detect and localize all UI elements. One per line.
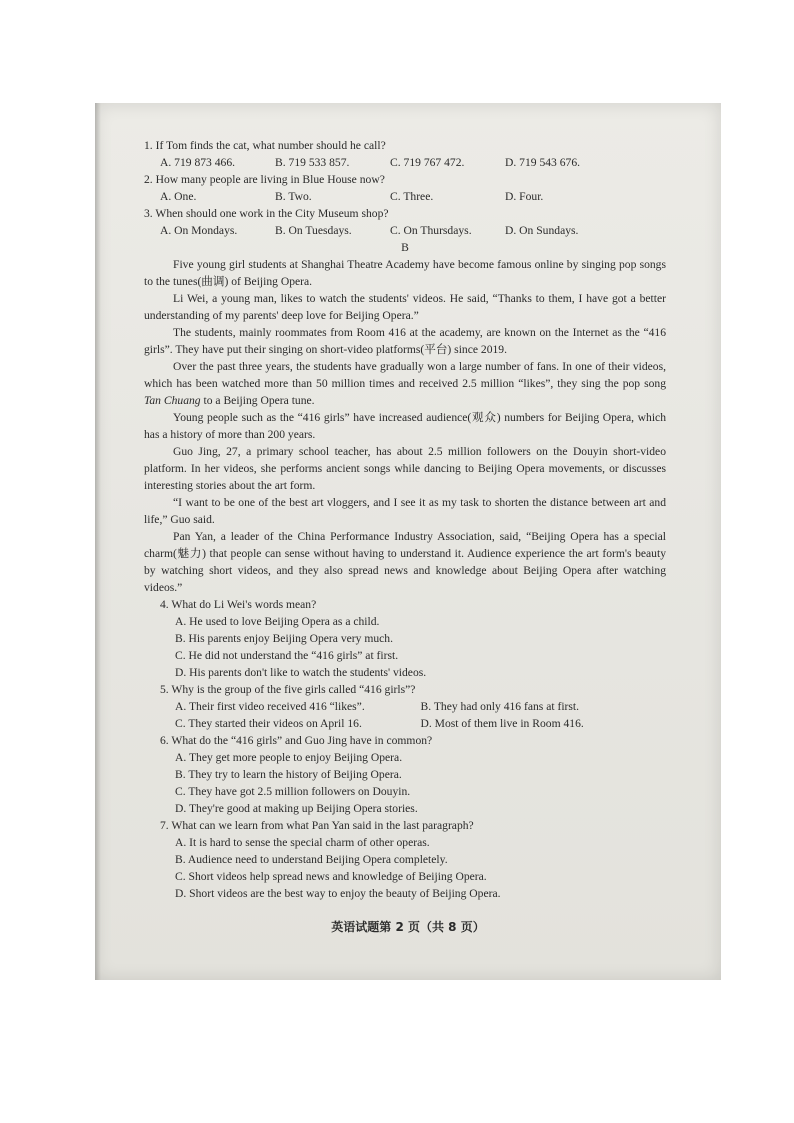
- option-d: D. Most of them live in Room 416.: [420, 717, 584, 730]
- paragraph-text: to a Beijing Opera tune.: [200, 394, 315, 407]
- option-b: B. Two.: [275, 190, 312, 203]
- option-c: C. Short videos help spread news and knowledge of Beijing Opera.: [175, 870, 487, 883]
- option-b: B. His parents enjoy Beijing Opera very much.: [175, 632, 393, 645]
- question-stem: 5. Why is the group of the five girls called “416 girls”?: [160, 683, 416, 696]
- passage-paragraph: The students, mainly roommates from Room 416 at the academy, are known on the Internet as the “416 girls”. They have put their singing on short-video platforms(平台) since 2019.: [144, 326, 666, 356]
- passage-paragraph: Guo Jing, 27, a primary school teacher, has about 2.5 million followers on the Douyin short-video platform. In her videos, she performs ancient songs while dancing to Beijing Opera movements, or discusses interesting stories about the art form.: [144, 445, 666, 492]
- passage-paragraph: [144, 358, 666, 409]
- option-a: A. They get more people to enjoy Beijing Opera.: [175, 751, 403, 764]
- question-6: [144, 732, 666, 817]
- option-b: B. Audience need to understand Beijing Opera completely.: [175, 853, 448, 866]
- option-c: C. 719 767 472.: [390, 156, 465, 169]
- option-b: B. On Tuesdays.: [275, 224, 352, 237]
- option-row: [160, 222, 666, 239]
- exam-page: [95, 103, 721, 980]
- section-label: B: [401, 241, 409, 254]
- question-stem: 2. How many people are living in Blue House now?: [144, 173, 385, 186]
- option-row: [175, 698, 666, 715]
- option-c: C. They started their videos on April 16.: [175, 717, 362, 730]
- option-d: D. On Sundays.: [505, 224, 579, 237]
- question-7: [144, 817, 666, 902]
- question-stem: 4. What do Li Wei's words mean?: [160, 598, 317, 611]
- option-a: A. 719 873 466.: [160, 156, 236, 169]
- option-d: D. 719 543 676.: [505, 156, 581, 169]
- question-stem: 6. What do the “416 girls” and Guo Jing have in common?: [160, 734, 433, 747]
- option-c: C. They have got 2.5 million followers on Douyin.: [175, 785, 411, 798]
- reading-passage: [144, 256, 666, 596]
- option-a: A. On Mondays.: [160, 224, 238, 237]
- option-a: A. Their first video received 416 “likes”.: [175, 700, 365, 713]
- option-c: C. He did not understand the “416 girls” at first.: [175, 649, 399, 662]
- question-stem: 3. When should one work in the City Museum shop?: [144, 207, 389, 220]
- option-d: D. Short videos are the best way to enjoy the beauty of Beijing Opera.: [175, 887, 501, 900]
- option-c: C. On Thursdays.: [390, 224, 472, 237]
- song-title: Tan Chuang: [144, 394, 201, 407]
- option-d: D. They're good at making up Beijing Opera stories.: [175, 802, 418, 815]
- question-stem: 7. What can we learn from what Pan Yan said in the last paragraph?: [160, 819, 474, 832]
- page-footer: 英语试题第 2 页（共 8 页）: [331, 920, 485, 934]
- option-b: B. They try to learn the history of Beijing Opera.: [175, 768, 402, 781]
- option-row: [160, 188, 666, 205]
- option-b: B. They had only 416 fans at first.: [420, 700, 580, 713]
- passage-paragraph: Five young girl students at Shanghai Theatre Academy have become famous online by singing pop songs to the tunes(曲调) of Beijing Opera.: [144, 258, 666, 288]
- option-row: [175, 715, 666, 732]
- page-content: [144, 137, 666, 902]
- option-a: A. He used to love Beijing Opera as a child.: [175, 615, 380, 628]
- option-d: D. Four.: [505, 190, 544, 203]
- question-stem: 1. If Tom finds the cat, what number should he call?: [144, 139, 386, 152]
- question-1: [144, 137, 666, 171]
- passage-paragraph: Young people such as the “416 girls” have increased audience(观众) numbers for Beijing Opera, which has a history of more than 200 years.: [144, 411, 666, 441]
- question-5: [144, 681, 666, 732]
- option-c: C. Three.: [390, 190, 434, 203]
- passage-paragraph: Li Wei, a young man, likes to watch the students' videos. He said, “Thanks to them, I have got a better understanding of my parents' deep love for Beijing Opera.”: [144, 292, 666, 322]
- question-4: [144, 596, 666, 681]
- option-a: A. One.: [160, 190, 197, 203]
- passage-paragraph: Pan Yan, a leader of the China Performance Industry Association, said, “Beijing Opera has a special charm(魅力) that people can sense without having to understand it. Audience experience the art form's beauty by watching short videos, and they also spread news and knowledge about Beijing Opera after watching videos.”: [144, 530, 666, 594]
- option-a: A. It is hard to sense the special charm of other operas.: [175, 836, 430, 849]
- passage-paragraph: “I want to be one of the best art vloggers, and I see it as my task to shorten the distance between art and life,” Guo said.: [144, 496, 666, 526]
- question-3: [144, 205, 666, 239]
- option-b: B. 719 533 857.: [275, 156, 350, 169]
- question-2: [144, 171, 666, 205]
- option-row: [160, 154, 666, 171]
- option-d: D. His parents don't like to watch the students' videos.: [175, 666, 427, 679]
- paragraph-text: Over the past three years, the students have gradually won a large number of fans. In one of their videos, which has been watched more than 50 million times and received 2.5 million “likes”, they sing the pop song: [144, 360, 666, 390]
